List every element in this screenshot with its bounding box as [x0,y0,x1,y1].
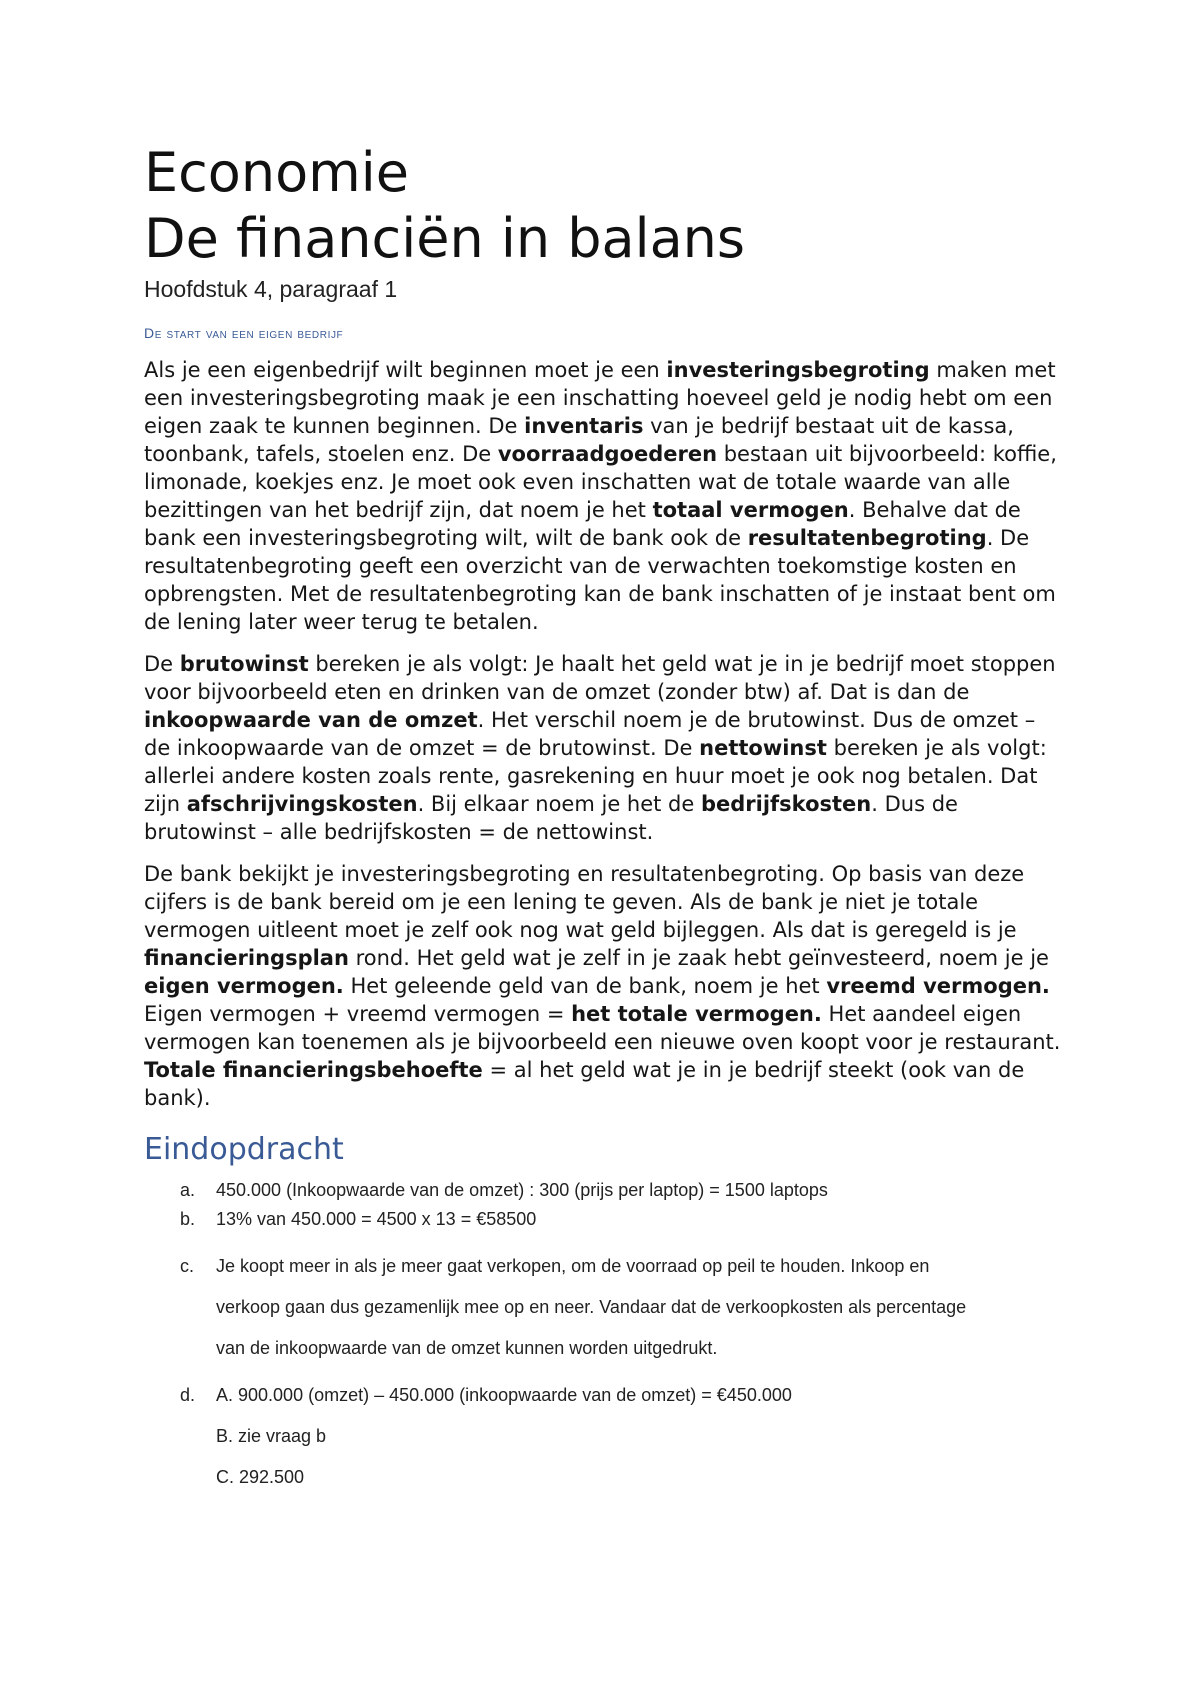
list-marker: d. [180,1385,196,1405]
list-marker: a. [180,1180,196,1200]
list-line: C. 292.500 [216,1467,305,1487]
bold-term: totaal vermogen [652,498,849,522]
bold-term: Totale financieringsbehoefte [144,1058,483,1082]
list-line: 450.000 (Inkoopwaarde van de omzet) : 300 (prijs per laptop) = 1500 laptops [216,1180,828,1200]
paragraph-3 [144,860,1064,1112]
bold-term: afschrijvingskosten [186,792,418,816]
list-item-d [144,1375,1064,1498]
text-run: Het aandeel eigen vermogen kan toenemen als je bijvoorbeeld een nieuwe oven koopt voor je restaurant. [144,1002,1061,1054]
list-item-b [144,1205,1064,1234]
text-run: De [144,652,180,676]
text-run: . Dus de brutowinst – alle bedrijfskosten = de nettowinst. [144,792,958,844]
text-run: bestaan uit bijvoorbeeld: koffie, limonade, koekjes enz. Je moet ook even inschatten wat de totale waarde van alle bezittingen van het bedrijf zijn, dat noem je het [144,442,1057,522]
list-line: 13% van 450.000 = 4500 x 13 = €58500 [216,1209,537,1229]
bold-term: eigen vermogen. [144,974,344,998]
text-run: bereken je als volgt: allerlei andere kosten zoals rente, gasrekening en huur moet je ook nog betalen. Dat zijn [144,736,1047,816]
paragraph-1 [144,356,1064,636]
text-run: van je bedrijf bestaat uit de kassa, toonbank, tafels, stoelen enz. De [144,414,1014,466]
paragraph-2 [144,650,1064,846]
text-run: = al het geld wat je in je bedrijf steekt (ook van de bank). [144,1058,1025,1110]
bold-term: nettowinst [699,736,827,760]
document-title [144,140,1064,272]
text-run: bereken je als volgt: Je haalt het geld wat je in je bedrijf moet stoppen voor bijvoorbeeld eten en drinken van de omzet (zonder btw) af. Dat is dan de [144,652,1056,704]
text-run: Als je een eigenbedrijf wilt beginnen moet je een [144,358,667,382]
list-line: A. 900.000 (omzet) – 450.000 (inkoopwaarde van de omzet) = €450.000 [216,1385,792,1405]
bold-term: brutowinst [179,652,309,676]
text-run: . De resultatenbegroting geeft een overzicht van de verwachten toekomstige kosten en opbrengsten. Met de resultatenbegroting kan de bank inschatten of je instaat bent om de lening later weer terug te betalen. [144,526,1056,634]
heading-eindopdracht: Eindopdracht [144,1132,344,1167]
bold-term: financieringsplan [144,946,349,970]
body-text [144,356,1064,1112]
document-content [144,140,1064,1498]
list-item-c [144,1246,1064,1369]
text-run: Eigen vermogen + vreemd vermogen = [144,1002,572,1026]
text-run: maken met een investeringsbegroting maak je een inschatting hoeveel geld je nodig hebt om een eigen zaak te kunnen beginnen. De [144,358,1056,438]
bold-term: bedrijfskosten [700,792,872,816]
list-line: verkoop gaan dus gezamenlijk mee op en neer. Vandaar dat de verkoopkosten als percentage [216,1297,967,1317]
title-line-2: De financiën in balans [144,207,746,270]
list-line: B. zie vraag b [216,1426,327,1446]
list-marker: b. [180,1209,196,1229]
list-line: Je koopt meer in als je meer gaat verkopen, om de voorraad op peil te houden. Inkoop en [216,1256,930,1276]
bold-term: het totale vermogen. [571,1002,822,1026]
text-run: Het geleende geld van de bank, noem je het [343,974,827,998]
title-line-1: Economie [144,141,409,204]
answer-list [144,1176,1064,1498]
bold-term: inventaris [524,414,644,438]
list-marker: c. [180,1256,195,1276]
document-subtitle: Hoofdstuk 4, paragraaf 1 [144,276,398,302]
bold-term: voorraadgoederen [497,442,718,466]
text-run: De bank bekijkt je investeringsbegroting en resultatenbegroting. Op basis van deze cijfers is de bank bereid om je een lening te geven. Als de bank je niet je totale vermogen uitleent moet je zelf ook nog wat geld bijleggen. Als dat is geregeld is je [144,862,1025,942]
bold-term: investeringsbegroting [666,358,930,382]
text-run: . Het verschil noem je de brutowinst. Dus de omzet – de inkoopwaarde van de omzet = de brutowinst. De [144,708,1036,760]
text-run: . Bij elkaar noem je het de [417,792,701,816]
bold-term: resultatenbegroting [747,526,987,550]
text-run: . Behalve dat de bank een investeringsbegroting wilt, wilt de bank ook de [144,498,1021,550]
bold-term: inkoopwaarde van de omzet [144,708,478,732]
text-run: rond. Het geld wat je zelf in je zaak hebt geïnvesteerd, noem je je [348,946,1049,970]
list-item-a [144,1176,1064,1205]
list-line: van de inkoopwaarde van de omzet kunnen worden uitgedrukt. [216,1338,718,1358]
bold-term: vreemd vermogen. [826,974,1050,998]
section-heading: De start van een eigen bedrijf [144,325,344,341]
